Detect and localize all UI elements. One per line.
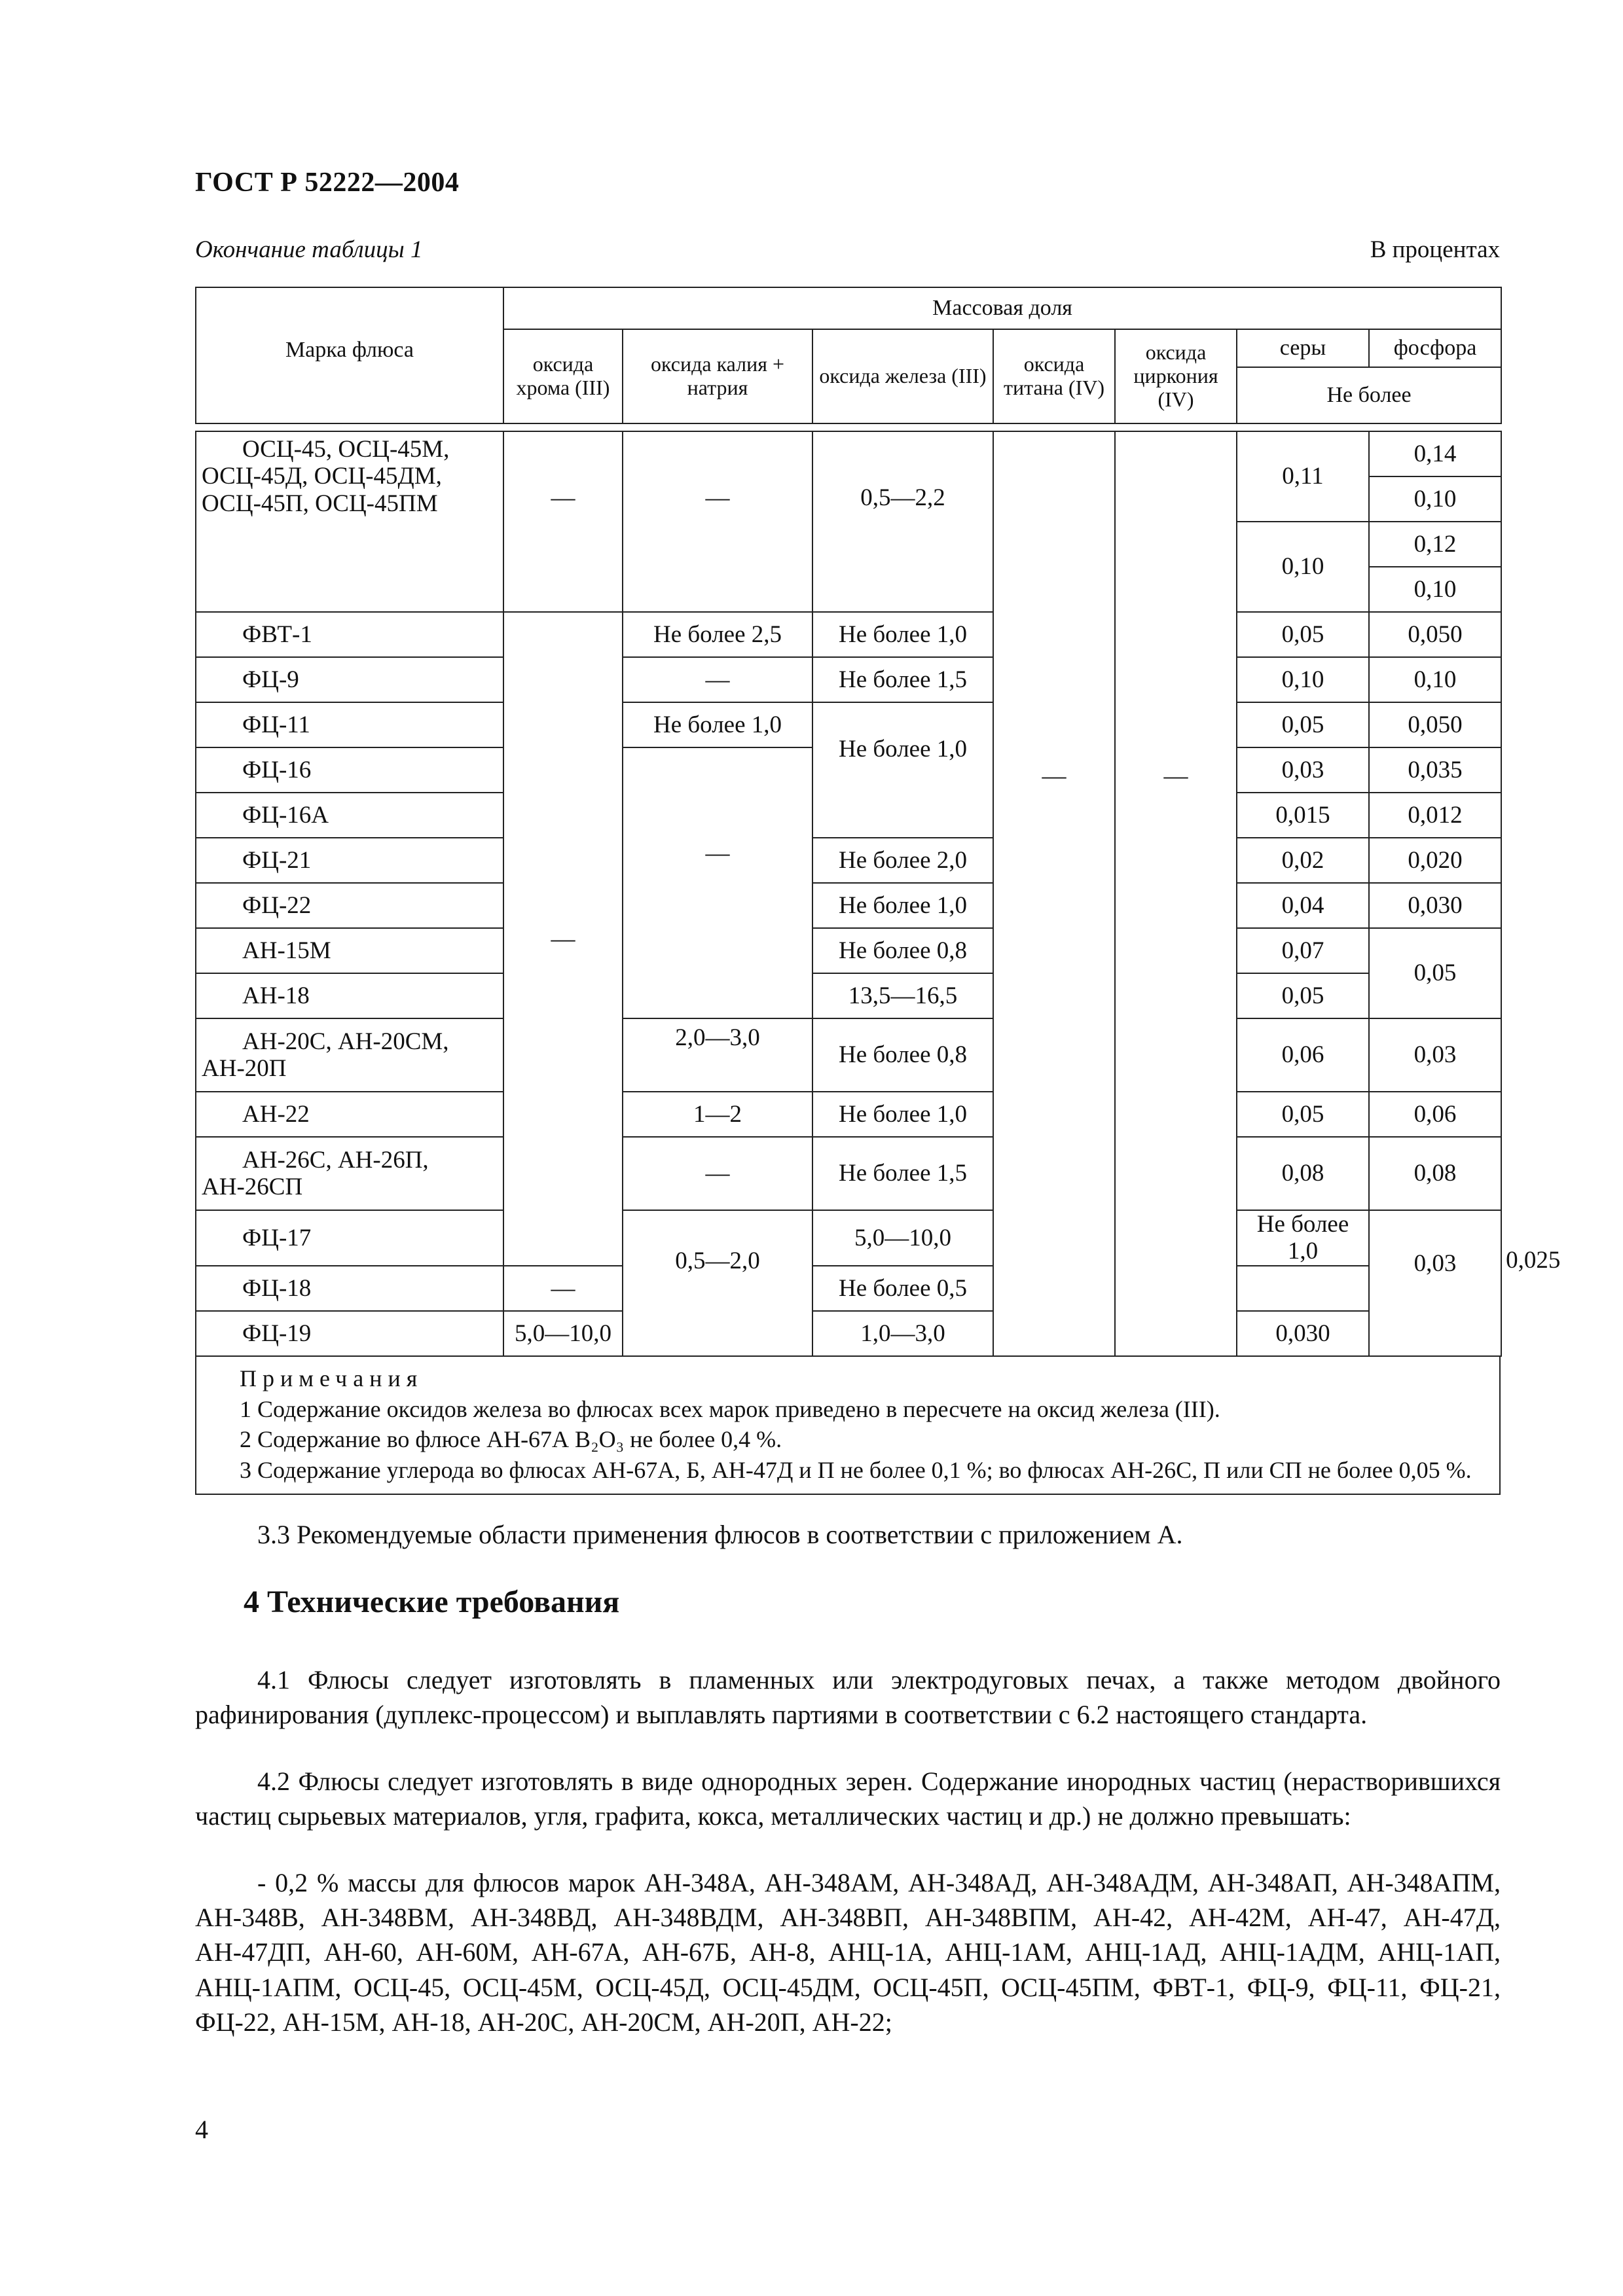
fc9-s: 0,10 [1237, 657, 1369, 702]
table-units: В процентах [1370, 236, 1500, 263]
brand-fc16: ФЦ-16 [196, 747, 503, 793]
fc19-p: 0,030 [1237, 1311, 1369, 1356]
table-row [196, 1018, 1501, 1092]
note-1: 1 Содержание оксидов железа во флюсах всех марок приведено в пересчете на оксид железа (III). [240, 1395, 1220, 1422]
brand-fc11: ФЦ-11 [196, 702, 503, 747]
header-brand: Марка флюса [196, 287, 503, 423]
kna-dash-group: — [623, 747, 812, 1018]
fc17-19-chrome: 0,5—2,0 [623, 1210, 812, 1356]
paragraph-3-3: 3.3 Рекомендуемые области применения флюсов в соответствии с приложением А. [257, 1520, 1183, 1549]
fc9-fe: Не более 1,5 [812, 657, 993, 702]
table-row [196, 1137, 1501, 1210]
zr-dash: — [1115, 612, 1237, 1356]
brand-fc18: ФЦ-18 [196, 1266, 503, 1311]
notes-title: Примечания [240, 1365, 424, 1391]
fvt1-fe: Не более 1,0 [812, 612, 993, 657]
osc-p1: 0,14 [1369, 431, 1501, 476]
brand-osc: ОСЦ-45, ОСЦ-45М, ОСЦ-45Д, ОСЦ-45ДМ, ОСЦ-45П, ОСЦ-45ПМ [196, 431, 503, 612]
fc17-kna: 5,0—10,0 [812, 1210, 993, 1266]
an22-s: 0,05 [1237, 1092, 1369, 1137]
note-3: 3 Содержание углерода во флюсах АН-67А, Б, АН-47Д и П не более 0,1 %; во флюсах АН-26С, П или СП не более 0,05 %. [240, 1457, 1472, 1484]
header-phosphorus: фосфора [1369, 329, 1501, 367]
page-number: 4 [195, 2115, 208, 2144]
fc17-19-s: 0,03 [1369, 1210, 1501, 1356]
fc22-p: 0,030 [1369, 883, 1501, 928]
table-header-row-1 [196, 287, 1501, 329]
brand-fc22: ФЦ-22 [196, 883, 503, 928]
fc18-kna: — [503, 1266, 623, 1311]
brand-an18: АН-18 [196, 973, 503, 1018]
osc-chrome: — [503, 431, 623, 612]
header-sulfur: серы [1237, 329, 1369, 367]
header-chrome: оксида хрома (III) [503, 329, 623, 423]
brand-fc17: ФЦ-17 [196, 1210, 503, 1266]
chrome-dash: — [503, 612, 623, 1266]
brand-fc9: ФЦ-9 [196, 657, 503, 702]
an20-fe: Не более 0,8 [812, 1018, 993, 1092]
brand-an26: АН-26С, АН-26П, АН-26СП [196, 1137, 503, 1210]
osc-s2: 0,10 [1237, 522, 1369, 612]
section-4-title: 4 Технические требования [244, 1585, 620, 1619]
an20-p: 0,03 [1369, 1018, 1501, 1092]
paragraph-4-2-list-item: - 0,2 % массы для флюсов марок АН-348А, АН-348АМ, АН-348АД, АН-348АДМ, АН-348АП, АН-348АПМ, АН-348В, АН-348ВМ, АН-348ВД, АН-348ВДМ, АН-348ВП, АН-348ВПМ, АН-42, АН-42М, АН-47, АН-47Д, АН-47ДП, АН-60, АН-60М, АН-67А, АН-67Б, АН-8, АНЦ-1А, АНЦ-1АМ, АНЦ-1АД, АНЦ-1АДМ, АНЦ-1АП, АНЦ-1АПМ, ОСЦ-45, ОСЦ-45М, ОСЦ-45Д, ОСЦ-45ДМ, ОСЦ-45П, ОСЦ-45ПМ, ФВТ-1, ФЦ-9, ФЦ-11, ФЦ-21, ФЦ-22, АН-15М, АН-18, АН-20С, АН-20СМ, АН-20П, АН-22; [195, 1868, 1501, 2037]
fc11-kna: Не более 1,0 [623, 702, 812, 747]
an18-s: 0,05 [1237, 973, 1369, 1018]
brand-fc16a: ФЦ-16А [196, 793, 503, 838]
table-row [196, 1092, 1501, 1137]
note-2: 2 Содержание во флюсе АН-67А B₂O₃ не более 0,4 %. [240, 1426, 782, 1453]
table-notes [195, 1357, 1501, 1495]
fc11-16-fe: Не более 1,0 [812, 702, 993, 838]
an26-kna: — [623, 1137, 812, 1210]
header-fe: оксида железа (III) [812, 329, 993, 423]
fc22-fe: Не более 1,0 [812, 883, 993, 928]
table-row [196, 612, 1501, 657]
an22-fe: Не более 1,0 [812, 1092, 993, 1137]
fc11-s: 0,05 [1237, 702, 1369, 747]
header-kna: оксида калия + натрия [623, 329, 812, 423]
osc-s1: 0,11 [1237, 431, 1369, 522]
document-header: ГОСТ Р 52222—2004 [195, 168, 460, 198]
paragraph-4-1: 4.1 Флюсы следует изготовлять в пламенных или электродуговых печах, а также методом двойного рафинирования (дуплекс-процессом) и выплавлять партиями в соответствии с 6.2 настоящего стандарта. [195, 1665, 1501, 1730]
table-row [196, 702, 1501, 747]
an15m-s: 0,07 [1237, 928, 1369, 973]
osc-zr [1115, 431, 1237, 612]
brand-fc19: ФЦ-19 [196, 1311, 503, 1356]
table-caption: Окончание таблицы 1 [195, 236, 423, 263]
fc21-s: 0,02 [1237, 838, 1369, 883]
brand-fc21: ФЦ-21 [196, 838, 503, 883]
flux-composition-table [195, 287, 1561, 1495]
header-mass-fraction: Массовая доля [503, 287, 1501, 329]
fc21-p: 0,020 [1369, 838, 1501, 883]
header-not-more: Не более [1237, 367, 1501, 423]
fc18-fe: Не более 0,5 [812, 1266, 993, 1311]
table-row [196, 973, 1501, 1018]
table-row [196, 657, 1501, 702]
header-zr: оксида циркония (IV) [1115, 329, 1237, 423]
ti-dash: — [993, 612, 1115, 1356]
an20-s: 0,06 [1237, 1018, 1369, 1092]
brand-an22: АН-22 [196, 1092, 503, 1137]
fc16-s: 0,03 [1237, 747, 1369, 793]
fvt1-p: 0,050 [1369, 612, 1501, 657]
fc19-kna: 5,0—10,0 [503, 1311, 623, 1356]
osc-p3: 0,12 [1369, 522, 1501, 567]
brand-an15m: АН-15М [196, 928, 503, 973]
osc-ti [993, 431, 1115, 612]
fc16-p: 0,035 [1369, 747, 1501, 793]
fvt1-kna: Не более 2,5 [623, 612, 812, 657]
header-ti: оксида титана (IV) [993, 329, 1115, 423]
osc-p4: 0,10 [1369, 567, 1501, 612]
table-row [196, 838, 1501, 883]
fc17-fe: Не более 1,0 [1237, 1210, 1369, 1266]
an26-s: 0,08 [1237, 1137, 1369, 1210]
fc9-p: 0,10 [1369, 657, 1501, 702]
table-row [196, 1311, 1501, 1356]
brand-an20: АН-20С, АН-20СМ, АН-20П [196, 1018, 503, 1092]
table-row: ФЦ-17 0,5—2,0 5,0—10,0 Не более 1,0 0,03 0,025 [196, 1210, 1501, 1266]
osc-kna: — [623, 431, 812, 612]
osc-p2: 0,10 [1369, 476, 1501, 522]
an22-kna: 1—2 [623, 1092, 812, 1137]
table-row [196, 928, 1501, 973]
an15m-18-p: 0,05 [1369, 928, 1501, 1018]
an18-fe: 13,5—16,5 [812, 973, 993, 1018]
osc-fe: 0,5—2,2 [812, 431, 993, 612]
fvt1-s: 0,05 [1237, 612, 1369, 657]
table-row [196, 1266, 1501, 1311]
fc16a-s: 0,015 [1237, 793, 1369, 838]
fc16a-p: 0,012 [1369, 793, 1501, 838]
fc11-p: 0,050 [1369, 702, 1501, 747]
fc21-fe: Не более 2,0 [812, 838, 993, 883]
header-separator [196, 423, 1501, 431]
fc9-kna: — [623, 657, 812, 702]
table-row [196, 883, 1501, 928]
an15m-fe: Не более 0,8 [812, 928, 993, 973]
fc19-fe: 1,0—3,0 [812, 1311, 993, 1356]
paragraph-4-2: 4.2 Флюсы следует изготовлять в виде однородных зерен. Содержание инородных частиц (нерастворившихся частиц сырьевых материалов, угля, графита, кокса, металлических частиц и др.) не должно превышать: [195, 1767, 1501, 1831]
an26-fe: Не более 1,5 [812, 1137, 993, 1210]
an20-kna: 2,0—3,0 [623, 1018, 812, 1092]
brand-fvt1: ФВТ-1 [196, 612, 503, 657]
table-row [196, 431, 1501, 476]
an26-p: 0,08 [1369, 1137, 1501, 1210]
fc22-s: 0,04 [1237, 883, 1369, 928]
an22-p: 0,06 [1369, 1092, 1501, 1137]
